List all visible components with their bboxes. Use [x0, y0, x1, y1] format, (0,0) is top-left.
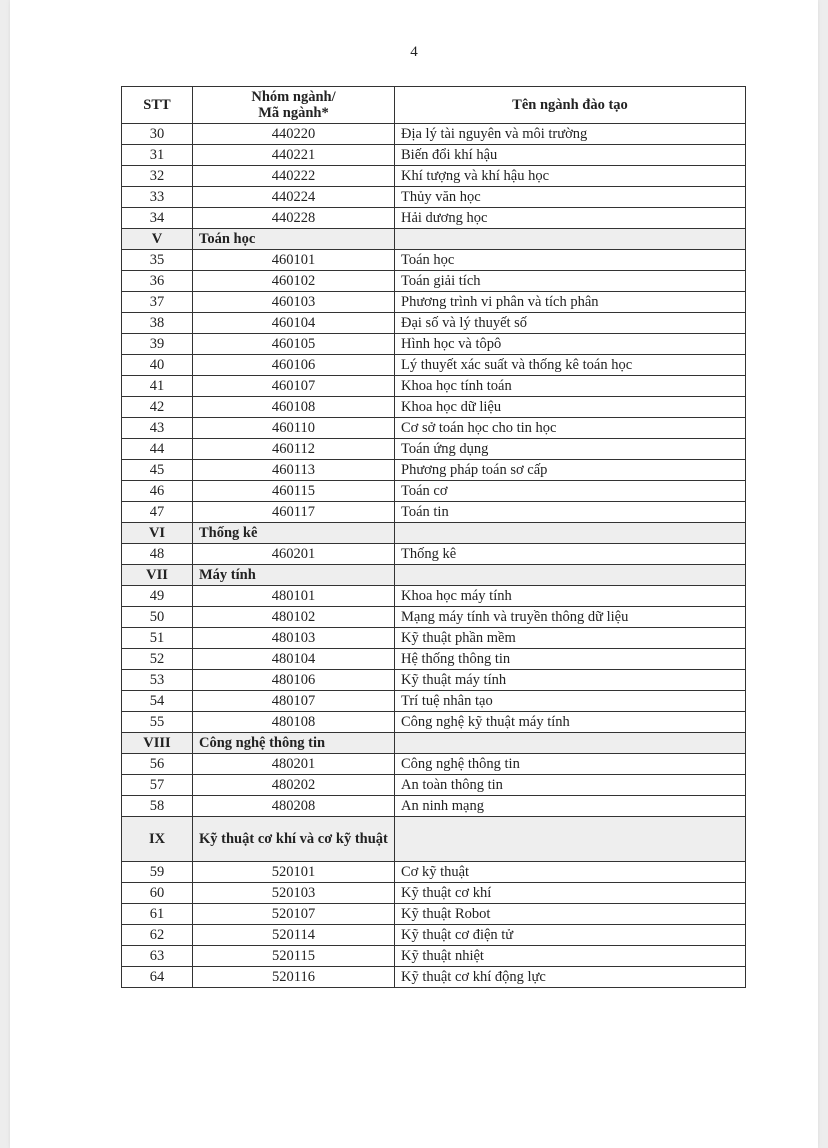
header-code [193, 87, 395, 124]
row-number: 42 [122, 397, 193, 418]
table-row [122, 862, 746, 883]
program-name: Toán ứng dụng [395, 439, 746, 460]
table-row [122, 649, 746, 670]
table-row [122, 271, 746, 292]
program-code: 440228 [193, 208, 395, 229]
program-code: 460108 [193, 397, 395, 418]
table-row [122, 544, 746, 565]
group-name: Máy tính [193, 565, 395, 586]
program-table [121, 86, 746, 988]
row-number: 51 [122, 628, 193, 649]
table-row [122, 313, 746, 334]
table-row [122, 967, 746, 988]
page-number: 4 [410, 44, 418, 60]
program-code: 520116 [193, 967, 395, 988]
row-number: 45 [122, 460, 193, 481]
program-name: Kỹ thuật nhiệt [395, 946, 746, 967]
program-code: 480104 [193, 649, 395, 670]
program-code: 440221 [193, 145, 395, 166]
row-number: 44 [122, 439, 193, 460]
group-name: Công nghệ thông tin [193, 733, 395, 754]
table-row [122, 439, 746, 460]
table-row [122, 355, 746, 376]
table-row [122, 124, 746, 145]
row-number: 58 [122, 796, 193, 817]
row-number: 31 [122, 145, 193, 166]
group-number: VI [122, 523, 193, 544]
table-row [122, 904, 746, 925]
program-name: Kỹ thuật phần mềm [395, 628, 746, 649]
row-number: 43 [122, 418, 193, 439]
table-row [122, 586, 746, 607]
program-code: 460201 [193, 544, 395, 565]
table-body [122, 124, 746, 988]
header-row [122, 87, 746, 124]
table-row [122, 775, 746, 796]
program-name: Cơ sở toán học cho tin học [395, 418, 746, 439]
program-code: 460115 [193, 481, 395, 502]
row-number: 38 [122, 313, 193, 334]
program-name: Mạng máy tính và truyền thông dữ liệu [395, 607, 746, 628]
group-row [122, 229, 746, 250]
program-code: 480107 [193, 691, 395, 712]
table-row [122, 502, 746, 523]
program-code: 520107 [193, 904, 395, 925]
program-code: 480102 [193, 607, 395, 628]
header-stt: STT [122, 87, 193, 124]
row-number: 47 [122, 502, 193, 523]
program-code: 480201 [193, 754, 395, 775]
program-code: 440222 [193, 166, 395, 187]
table-row [122, 670, 746, 691]
program-name: Phương trình vi phân và tích phân [395, 292, 746, 313]
program-code: 480208 [193, 796, 395, 817]
program-name: Toán giải tích [395, 271, 746, 292]
program-name: Hải dương học [395, 208, 746, 229]
program-code: 460106 [193, 355, 395, 376]
program-name: Khí tượng và khí hậu học [395, 166, 746, 187]
group-row [122, 523, 746, 544]
row-number: 35 [122, 250, 193, 271]
table-row [122, 481, 746, 502]
program-code: 460113 [193, 460, 395, 481]
program-code: 520103 [193, 883, 395, 904]
program-code: 460117 [193, 502, 395, 523]
program-name: Thủy văn học [395, 187, 746, 208]
program-code: 480106 [193, 670, 395, 691]
program-name: Lý thuyết xác suất và thống kê toán học [395, 355, 746, 376]
row-number: 30 [122, 124, 193, 145]
group-name: Kỹ thuật cơ khí và cơ kỹ thuật [193, 817, 395, 862]
program-code: 520101 [193, 862, 395, 883]
table-row [122, 376, 746, 397]
table-row [122, 145, 746, 166]
table-row [122, 607, 746, 628]
row-number: 54 [122, 691, 193, 712]
row-number: 41 [122, 376, 193, 397]
program-code: 440220 [193, 124, 395, 145]
program-code: 460112 [193, 439, 395, 460]
table-row [122, 883, 746, 904]
program-code: 520115 [193, 946, 395, 967]
program-name: Khoa học máy tính [395, 586, 746, 607]
group-row [122, 817, 746, 862]
row-number: 37 [122, 292, 193, 313]
table-header [122, 87, 746, 124]
program-code: 460102 [193, 271, 395, 292]
program-code: 460107 [193, 376, 395, 397]
group-empty-cell [395, 523, 746, 544]
program-code: 460104 [193, 313, 395, 334]
row-number: 61 [122, 904, 193, 925]
table-row [122, 250, 746, 271]
group-empty-cell [395, 565, 746, 586]
program-name: Kỹ thuật cơ khí [395, 883, 746, 904]
program-name: Khoa học tính toán [395, 376, 746, 397]
row-number: 60 [122, 883, 193, 904]
row-number: 49 [122, 586, 193, 607]
program-name: Địa lý tài nguyên và môi trường [395, 124, 746, 145]
row-number: 62 [122, 925, 193, 946]
row-number: 34 [122, 208, 193, 229]
group-number: VIII [122, 733, 193, 754]
row-number: 33 [122, 187, 193, 208]
program-name: Công nghệ thông tin [395, 754, 746, 775]
program-name: Thống kê [395, 544, 746, 565]
program-code: 460103 [193, 292, 395, 313]
program-name: Hệ thống thông tin [395, 649, 746, 670]
row-number: 57 [122, 775, 193, 796]
header-name: Tên ngành đào tạo [395, 87, 746, 124]
program-code: 440224 [193, 187, 395, 208]
program-code: 520114 [193, 925, 395, 946]
program-code: 460110 [193, 418, 395, 439]
table-row [122, 754, 746, 775]
program-name: Khoa học dữ liệu [395, 397, 746, 418]
row-number: 39 [122, 334, 193, 355]
row-number: 50 [122, 607, 193, 628]
row-number: 52 [122, 649, 193, 670]
program-code: 460105 [193, 334, 395, 355]
table-row [122, 946, 746, 967]
table-row [122, 208, 746, 229]
group-empty-cell [395, 817, 746, 862]
program-code: 480101 [193, 586, 395, 607]
group-empty-cell [395, 229, 746, 250]
program-name: Đại số và lý thuyết số [395, 313, 746, 334]
group-row [122, 733, 746, 754]
document-page [10, 0, 818, 1148]
group-name: Toán học [193, 229, 395, 250]
program-name: Cơ kỹ thuật [395, 862, 746, 883]
table-row [122, 628, 746, 649]
row-number: 40 [122, 355, 193, 376]
program-name: An ninh mạng [395, 796, 746, 817]
row-number: 48 [122, 544, 193, 565]
program-code: 480103 [193, 628, 395, 649]
program-code: 460101 [193, 250, 395, 271]
table-row [122, 691, 746, 712]
row-number: 64 [122, 967, 193, 988]
table-row [122, 796, 746, 817]
header-code-line2: Mã ngành* [258, 105, 329, 121]
program-name: Biến đổi khí hậu [395, 145, 746, 166]
row-number: 36 [122, 271, 193, 292]
row-number: 53 [122, 670, 193, 691]
program-name: Phương pháp toán sơ cấp [395, 460, 746, 481]
table-row [122, 292, 746, 313]
program-name: Kỹ thuật Robot [395, 904, 746, 925]
program-code: 480202 [193, 775, 395, 796]
table-row [122, 460, 746, 481]
group-number: IX [122, 817, 193, 862]
program-name: Toán tin [395, 502, 746, 523]
table-row [122, 334, 746, 355]
row-number: 56 [122, 754, 193, 775]
row-number: 63 [122, 946, 193, 967]
header-code-line1: Nhóm ngành/ [251, 89, 336, 105]
row-number: 59 [122, 862, 193, 883]
group-empty-cell [395, 733, 746, 754]
table-row [122, 925, 746, 946]
row-number: 32 [122, 166, 193, 187]
program-name: Kỹ thuật cơ khí động lực [395, 967, 746, 988]
program-name: Trí tuệ nhân tạo [395, 691, 746, 712]
program-name: Công nghệ kỹ thuật máy tính [395, 712, 746, 733]
program-name: Toán cơ [395, 481, 746, 502]
table-row [122, 397, 746, 418]
group-number: V [122, 229, 193, 250]
group-number: VII [122, 565, 193, 586]
program-name: Hình học và tôpô [395, 334, 746, 355]
program-name: Kỹ thuật cơ điện tử [395, 925, 746, 946]
row-number: 55 [122, 712, 193, 733]
program-name: Toán học [395, 250, 746, 271]
program-code: 480108 [193, 712, 395, 733]
program-name: Kỹ thuật máy tính [395, 670, 746, 691]
table-row [122, 418, 746, 439]
group-name: Thống kê [193, 523, 395, 544]
row-number: 46 [122, 481, 193, 502]
program-name: An toàn thông tin [395, 775, 746, 796]
group-row [122, 565, 746, 586]
table-row [122, 712, 746, 733]
table-row [122, 166, 746, 187]
table-row [122, 187, 746, 208]
